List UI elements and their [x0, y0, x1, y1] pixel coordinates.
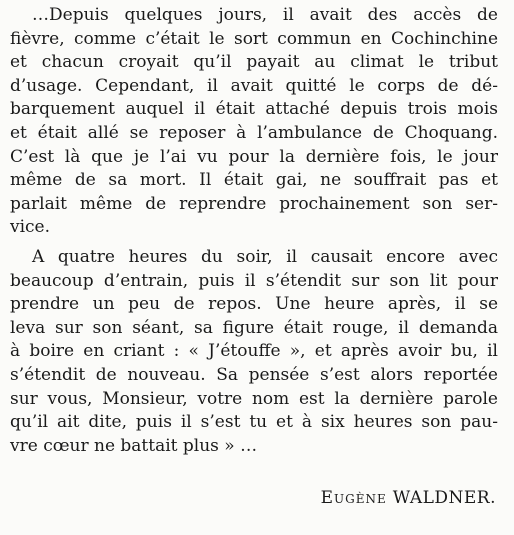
text-line: s’étendit de nouveau. Sa pensée s’est alors reportée	[10, 364, 498, 385]
text-line: prendre un peu de repos. Une heure après, il se	[10, 294, 498, 315]
text-line: et chacun croyait qu’il payait au climat le tribut	[10, 52, 498, 73]
text-line: vre cœur ne battait plus » …	[10, 435, 258, 456]
text-line: et était allé se reposer à l’ambulance de Choquang.	[10, 122, 498, 143]
text-line: même de sa mort. Il était gai, ne souffrait pas et	[10, 170, 498, 191]
text-line: vice.	[10, 217, 51, 238]
text-line: parlait même de reprendre prochainement son ser-	[10, 193, 498, 214]
text-line: A quatre heures du soir, il causait encore avec	[32, 247, 498, 267]
text-line: sur vous, Monsieur, votre nom est la dernière parole	[10, 388, 498, 409]
text-line: qu’il ait dite, puis il s’est tu et à six heures son pau-	[10, 412, 498, 433]
signature	[321, 486, 496, 510]
text-line: à boire en criant : « J’étouffe », et après avoir bu, il	[10, 341, 498, 362]
text-line: leva sur son séant, sa figure était rouge, il demanda	[10, 317, 498, 338]
text-line: C’est là que je l’ai vu pour la dernière fois, le jour	[10, 146, 498, 167]
text-line: barquement auquel il était attaché depuis trois mois	[10, 99, 498, 120]
paragraph-1	[10, 4, 498, 240]
text-line: beaucoup d’entrain, puis il s’étendit sur son lit pour	[10, 270, 498, 291]
text-line: fièvre, comme c’était le sort commun en Cochinchine	[10, 28, 498, 49]
text-line: …Depuis quelques jours, il avait des accès de	[32, 5, 498, 25]
signature-first-name: Eugène	[320, 488, 387, 508]
text-line: d’usage. Cependant, il avait quitté le corps de dé-	[10, 75, 498, 96]
signature-last-name: WALDNER.	[392, 488, 496, 508]
paragraph-2	[10, 246, 498, 458]
